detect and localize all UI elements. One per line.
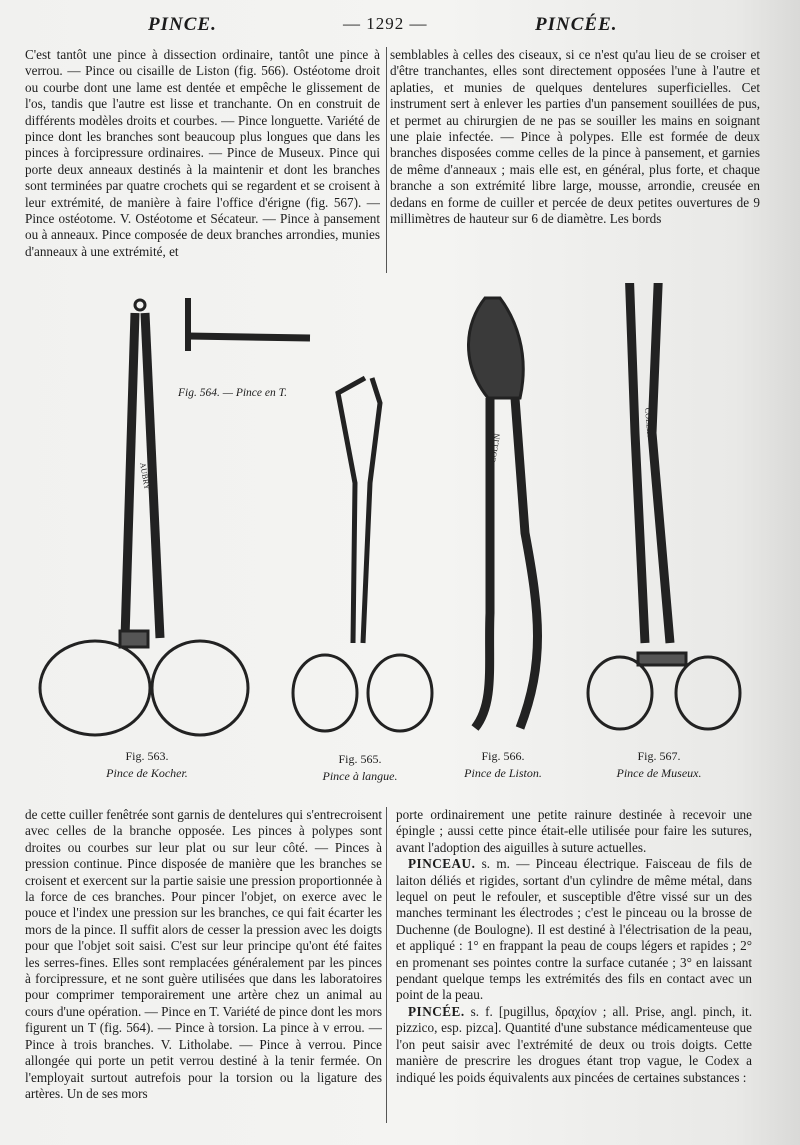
caption-fig563: Fig. 563. Pince de Kocher. bbox=[106, 749, 188, 780]
text-column-bottom-right: porte ordinairement une petite rainure destinée à recevoir une épingle ; aussi cette pince était-elle utilisée pour faire les sutures, avant l'adoption des aiguilles à suture actuelles. PINCEAU. s. m. — Pinceau électrique. Faisceau de fils de laiton déliés et rigides, sortant d'un cylindre de même métal, dans lequel on peut le refouler, et susceptible d'être vissé sur un des manches terminant les électrodes ; c'est le pinceau ou la brosse de Duchenne (de Boulogne). Il est destiné à l'électrisation de la peau, et appliqué : 1° en frappant la peau de coups légers et rapides ; 2° en promenant ses pointes contre la surface cutanée ; 3° en laissant pendant quelque temps les extrémités des fils en contact avec un point de la peau. PINCÉE. s. f. [pugillus, δραχίον ; all. Prise, angl. pinch, it. pizzico, esp. pizca]. Quantité d'une substance médicamenteuse que l'on peut saisir avec l'extrémité de deux ou trois doigts. Cette manière de prescrire les drogues étant trop vague, le Codex a indiqué les poids équivalents aux pincées de certaines substances : bbox=[396, 807, 752, 1085]
liston-cutters-drawing bbox=[468, 298, 537, 728]
entry-word-pinceau: PINCEAU. bbox=[408, 856, 476, 872]
caption-fig567: Fig. 567. Pince de Museux. bbox=[616, 749, 702, 780]
surgical-instruments-plate bbox=[20, 283, 760, 793]
column-divider-top bbox=[386, 47, 387, 273]
text-column-top-right: semblables à celles des ciseaux, si ce n'est qu'au lieu de se croiser et d'être tranchantes, elles sont directement opposées l'une à l'autre et aplaties, et munies de quelques dentelures superficielles. Cet instrument sert à enlever les parties d'un pansement souillées de pus, et permet au chirurgien de ne pas se souiller les mains en soignant une plaie infectée. — Pince à polypes. Elle est formée de deux branches disposées comme celles de la pince à pansement, et garnies de même d'anneaux ; mais elle est, en général, plus forte, et chaque branche a son extrémité libre large, mousse, arrondie, creusée en dedans en forme de cuiller et percée de deux petites ouvertures de 9 millimètres de hauteur sur 6 de diamètre. Les bords bbox=[390, 47, 760, 227]
tongue-forceps-drawing bbox=[293, 378, 432, 731]
kocher-forceps-drawing bbox=[40, 300, 248, 735]
running-head-right: PINCÉE. bbox=[535, 14, 618, 35]
museux-forceps-drawing bbox=[588, 283, 740, 729]
text-column-bottom-left: de cette cuiller fenêtrée sont garnis de dentelures qui s'entrecroisent avec celles de la branche opposée. Les pinces à polypes sont droites ou courbes sur leur plat ou sur leur côté. — Pinces à pression continue. Pince disposée de manière que les branches se croisent et exercent sur la partie saisie une pression proportionnée à la force de ces branches. Pour pincer l'objet, on exerce avec le pouce et l'index une pression sur les branches, ce qui fait écarter les mors de la pince. Il suffit alors de cesser la pression avec les doigts pour que l'objet soit saisi. C'est sur leur principe qu'ont été faites les serres-fines. Elles sont remplacées généralement par les pinces à forcipressure, et ne sont guère utilisées que dans les laboratoires pour comprimer temporairement une artère chez un animal au cours d'une opération. — Pince en T. Variété de pince dont les mors figurent un T (fig. 564). — Pince à torsion. La pince à v errou. — Pince à trois branches. V. Litholabe. — Pince à verrou. Pince allongée qui porte un petit verrou destiné à la tenir fermée. On l'employait surtout autrefois pour la torsion ou la ligature des artères. Un de ses mors bbox=[25, 807, 382, 1101]
running-head-left: PINCE. bbox=[148, 14, 217, 35]
collin-stamp-museux: COLLIN bbox=[643, 407, 655, 438]
caption-fig565: Fig. 565. Pince à langue. bbox=[322, 752, 398, 783]
entry-word-pincee: PINCÉE. bbox=[408, 1003, 465, 1019]
caption-fig566: Fig. 566. Pince de Liston. bbox=[464, 749, 542, 780]
text-column-top-left: C'est tantôt une pince à dissection ordinaire, tantôt une pince à verrou. — Pince ou cisaille de Liston (fig. 566). Ostéotome droit ou courbe dont une lame est dentée et empêche le glissement de l'os, tandis que l'autre est lisse et tranchante. On en construit de différents modèles droits et courbes. — Pince longuette. Variété de pince dont les branches sont beaucoup plus longues que dans les pinces à forcipressure ordinaires. — Pince de Museux. Pince qui porte deux anneaux destinés à la maintenir et dont les branches sont terminées par quatre crochets qui se regardent et se croisent à leur extrémité, de manière à faire l'office d'érigne (fig. 567). — Pince ostéotome. V. Ostéotome et Sécateur. — Pince à pansement ou à anneaux. Pince composée de deux branches arrondies, munies d'anneaux à une extrémité, et bbox=[25, 47, 380, 259]
page-number: — 1292 — bbox=[343, 14, 428, 33]
caption-fig564: Fig. 564. — Pince en T. bbox=[178, 387, 288, 399]
aubry-stamp: AUBRY bbox=[138, 461, 152, 491]
t-forceps-drawing bbox=[188, 298, 310, 351]
column-divider-bottom bbox=[386, 807, 387, 1123]
collin-stamp-liston: COLLIN bbox=[488, 432, 503, 464]
